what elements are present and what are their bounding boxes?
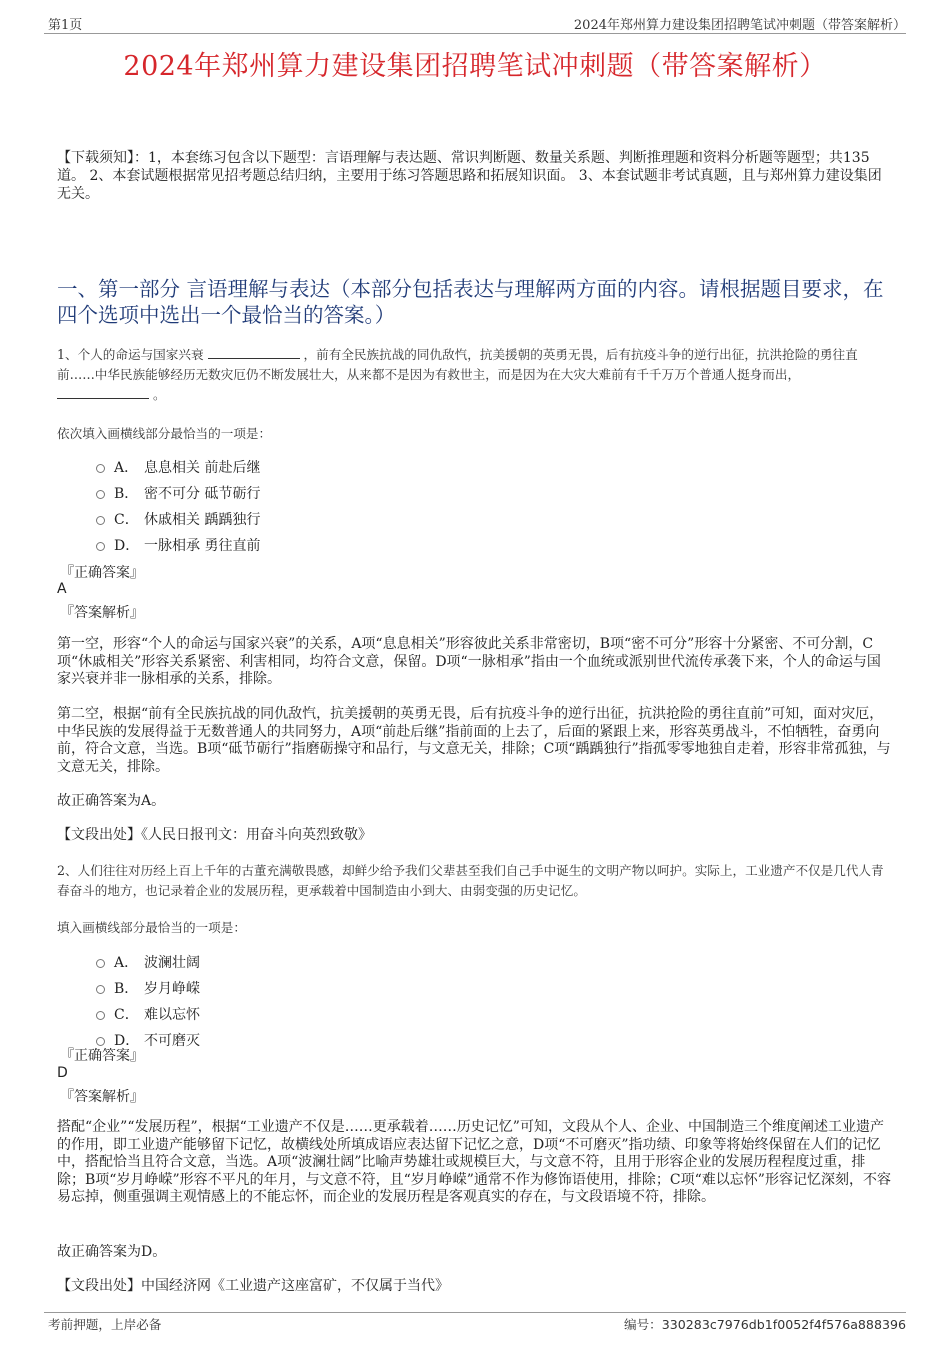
option-letter: B． (114, 486, 139, 502)
option-text: 息息相关 前赴后继 (144, 460, 261, 476)
footer-slogan: 考前押题，上岸必备 (48, 1317, 162, 1332)
question-2-stem: 2、人们往往对历经上百上千年的古董充满敬畏感，却鲜少给予我们父辈甚至我们自己手中诞生的文明产物以呵护。实际上，工业遗产不仅是几代人青春奋斗的地方，也记录着企业的发展历程，更承载着中国制造由小到大、由弱变强的历史记忆。 (57, 863, 884, 898)
footer-divider (44, 1312, 906, 1313)
option-text: 密不可分 砥节砺行 (144, 486, 261, 502)
question-1-option-c[interactable] (96, 509, 260, 529)
download-notice: 【下载须知】：1，本套练习包含以下题型：言语理解与表达题、常识判断题、数量关系题、判断推理题和资料分析题等题型；共135道。 2、本套试题根据常见招考题总结归纳，主要用于练习答题思路和拓展知识面。 3、本套试题非考试真题，且与郑州算力建设集团无关。 (57, 150, 882, 202)
analysis-label: 『答案解析』 (60, 1089, 144, 1105)
radio-icon[interactable] (96, 542, 105, 551)
section-heading: 一、第一部分 言语理解与表达（本部分包括表达与理解两方面的内容。请根据题目要求，在四个选项中选出一个最恰当的答案。） (57, 277, 884, 327)
option-text: 休戚相关 踽踽独行 (144, 512, 261, 528)
option-letter: D． (114, 1033, 140, 1049)
radio-icon[interactable] (96, 464, 105, 473)
question-1-analysis-1: 第一空，形容“个人的命运与国家兴衰”的关系，A项“息息相关”形容彼此关系非常密切，B项“密不可分”形容十分紧密、不可分割，C项“休戚相关”形容关系紧密、利害相同，均符合文意，保留。D项“一脉相承”指由一个血统或派别世代流传承袭下来，个人的命运与国家兴衰并非一脉相承的关系，排除。 (57, 636, 881, 687)
question-2-conclusion: 故正确答案为D。 (57, 1244, 167, 1260)
question-1-option-a[interactable] (96, 457, 260, 477)
radio-icon[interactable] (96, 985, 105, 994)
question-2-analysis: 搭配“企业”“发展历程”，根据“工业遗产不仅是……更承载着……历史记忆”可知，文段从个人、企业、中国制造三个维度阐述工业遗产的作用，即工业遗产能够留下记忆，故横线处所填成语应表达留下记忆之意，D项“不可磨灭”指功绩、印象等将始终保留在人们的记忆中，搭配恰当且符合文意，当选。A项“波澜壮阔”比喻声势雄壮或规模巨大，与文意不符，且用于形容企业的发展历程程度过重，排除；B项“岁月峥嵘”形容不平凡的年月，与文意不符，且“岁月峥嵘”通常不作为修饰语使用，排除；C项“难以忘怀”形容记忆深刻，不容易忘掉，侧重强调主观情感上的不能忘怀，而企业的发展历程是客观真实的存在，与文段语境不符，排除。 (57, 1119, 891, 1205)
option-text: 波澜壮阔 (144, 955, 200, 971)
header-divider (44, 33, 906, 34)
option-letter: A． (114, 460, 139, 476)
option-letter: D． (114, 538, 140, 554)
question-1-stem-part1: 1、个人的命运与国家兴衰 (57, 347, 204, 362)
question-2-answer: D (57, 1065, 68, 1081)
option-letter: C． (114, 512, 139, 528)
radio-icon[interactable] (96, 959, 105, 968)
question-1-option-b[interactable] (96, 483, 260, 503)
option-text: 岁月峥嵘 (144, 981, 200, 997)
option-text: 不可磨灭 (144, 1033, 200, 1049)
correct-answer-label: 『正确答案』 (60, 1048, 144, 1064)
question-2-instruction: 填入画横线部分最恰当的一项是： (57, 920, 246, 935)
option-letter: C． (114, 1007, 139, 1023)
question-1-stem-part3: 。 (153, 387, 166, 402)
radio-icon[interactable] (96, 490, 105, 499)
question-2-option-c[interactable] (96, 1004, 200, 1024)
question-1-stem-part2: ，前有全民族抗战的同仇敌忾，抗美援朝的英勇无畏，后有抗疫斗争的逆行出征，抗洪抢险的勇往直前……中华民族能够经历无数灾厄仍不断发展壮大，从来都不是因为有救世主，而是因为在大灾大难前有千千万万个普通人挺身而出， (57, 347, 858, 382)
option-text: 难以忘怀 (144, 1007, 200, 1023)
document-code-label: 编号： (623, 1317, 662, 1332)
question-1-conclusion: 故正确答案为A。 (57, 793, 166, 809)
analysis-label: 『答案解析』 (60, 605, 144, 621)
page-title: 2024年郑州算力建设集团招聘笔试冲刺题（带答案解析） (123, 51, 827, 82)
document-code (624, 1314, 906, 1333)
question-1-instruction: 依次填入画横线部分最恰当的一项是： (57, 426, 272, 441)
option-letter: A． (114, 955, 139, 971)
fill-blank (208, 346, 300, 359)
question-2-option-a[interactable] (96, 952, 200, 972)
option-letter: B． (114, 981, 139, 997)
running-header-title: 2024年郑州算力建设集团招聘笔试冲刺题（带答案解析） (573, 18, 906, 33)
question-1-stem (57, 345, 892, 405)
question-2-option-b[interactable] (96, 978, 200, 998)
radio-icon[interactable] (96, 516, 105, 525)
question-2-source: 【文段出处】中国经济网《工业遗产这座富矿，不仅属于当代》 (57, 1278, 449, 1294)
radio-icon[interactable] (96, 1011, 105, 1020)
fill-blank (57, 386, 149, 399)
document-code-value: 330283c7976db1f0052f4f576a888396 (661, 1317, 906, 1332)
question-1-source: 【文段出处】《人民日报刊文：用奋斗向英烈致敬》 (57, 827, 372, 843)
option-text: 一脉相承 勇往直前 (144, 538, 261, 554)
page-number: 第1页 (48, 18, 83, 33)
question-1-analysis-2: 第二空，根据“前有全民族抗战的同仇敌忾，抗美援朝的英勇无畏，后有抗疫斗争的逆行出征，抗洪抢险的勇往直前”可知，面对灾厄，中华民族的发展得益于无数普通人的共同努力，A项“前赴后继”指前面的上去了，后面的紧跟上来，形容英勇战斗，不怕牺牲，奋勇向前，符合文意，当选。B项“砥节砺行”指磨砺操守和品行，与文意无关，排除；C项“踽踽独行”指孤零零地独自走着，形容非常孤独，与文意无关，排除。 (57, 706, 891, 775)
question-1-answer: A (57, 581, 67, 597)
question-1-option-d[interactable] (96, 535, 260, 555)
correct-answer-label: 『正确答案』 (60, 565, 144, 581)
